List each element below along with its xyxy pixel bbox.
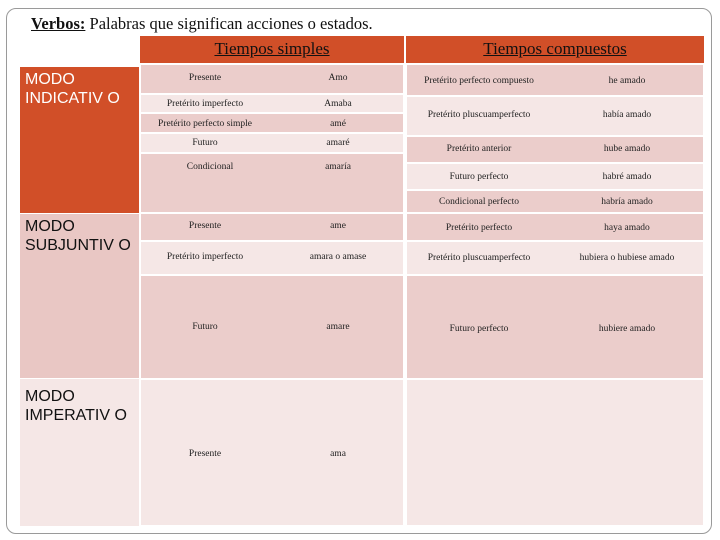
- cell-tense: Presente: [188, 73, 222, 83]
- mode-indicativo: MODO INDICATIV O: [20, 67, 139, 213]
- cell-form: hubiera o hubiese amado: [579, 253, 675, 263]
- cell-tense: Pretérito anterior: [446, 144, 512, 154]
- cell-tense: Condicional perfecto: [439, 197, 519, 207]
- cell-form: amare: [326, 322, 350, 332]
- cell-form: había amado: [602, 110, 652, 120]
- cell-form: habré amado: [602, 172, 652, 182]
- slide-title: [31, 14, 373, 34]
- cell-tense: Pretérito perfecto: [445, 223, 513, 233]
- cell-tense: Pretérito imperfecto: [166, 252, 244, 262]
- mode-subjuntivo: MODO SUBJUNTIV O: [25, 218, 131, 254]
- cell-tense: Presente: [188, 449, 222, 459]
- cell-tense: Futuro: [192, 138, 218, 148]
- cell-tense: Futuro perfecto: [449, 324, 509, 334]
- cell-tense: Pretérito imperfecto: [166, 99, 244, 109]
- header-simple-tenses: Tiempos simples: [140, 36, 404, 63]
- title-label: Verbos:: [31, 14, 86, 33]
- cell-form: hube amado: [603, 144, 651, 154]
- cell-form: amara o amase: [309, 252, 367, 262]
- table-row: [140, 379, 404, 526]
- table-row: [140, 64, 404, 94]
- cell-tense: Presente: [188, 221, 222, 231]
- cell-form: ame: [330, 221, 346, 231]
- cell-tense: Futuro: [192, 322, 218, 332]
- cell-form: habría amado: [601, 197, 653, 207]
- table-row: [140, 133, 404, 153]
- table-row: [140, 213, 404, 241]
- mode-imperativo: MODO IMPERATIV O: [25, 388, 127, 424]
- cell-form: hubiere amado: [598, 324, 656, 334]
- cell-form: amaré: [326, 138, 350, 148]
- cell-tense: Pretérito pluscuamperfecto: [427, 110, 531, 120]
- cell-tense: Pretérito pluscuamperfecto: [427, 253, 531, 263]
- cell-tense: Futuro perfecto: [449, 172, 509, 182]
- table-row: [140, 275, 404, 379]
- cell-form: ama: [330, 449, 346, 459]
- cell-form: amaría: [325, 162, 351, 172]
- cell-form: he amado: [608, 76, 646, 86]
- cell-form: Amo: [328, 73, 348, 83]
- cell-form: Amaba: [324, 99, 352, 109]
- cell-form: haya amado: [604, 223, 650, 233]
- cell-tense: Pretérito perfecto simple: [158, 119, 252, 129]
- cell-form: amé: [330, 119, 346, 129]
- title-text: Palabras que significan acciones o estados.: [85, 14, 373, 33]
- header-compound-tenses: Tiempos compuestos: [406, 36, 704, 63]
- table-row: [140, 153, 404, 213]
- table-row-empty: [406, 379, 704, 526]
- cell-tense: Condicional: [186, 162, 234, 172]
- cell-tense: Pretérito perfecto compuesto: [424, 76, 534, 86]
